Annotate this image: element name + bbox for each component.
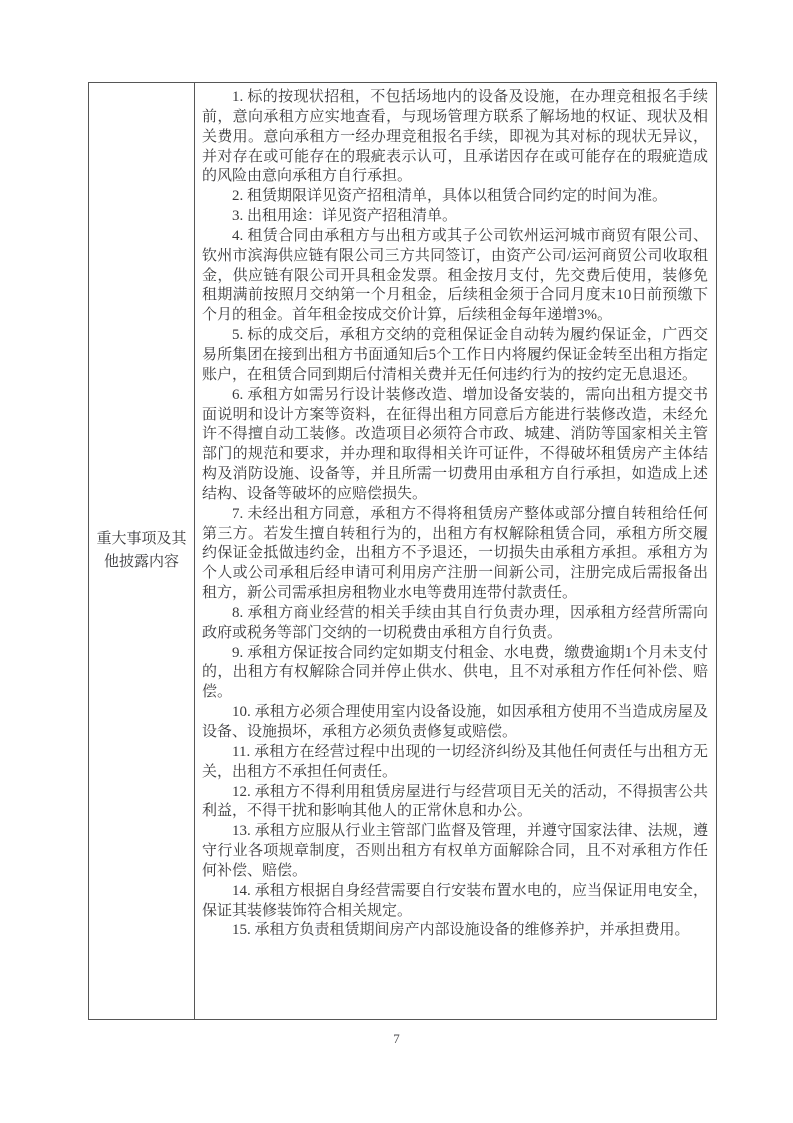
clause-paragraph: 8. 承租方商业经营的相关手续由其自行负责办理，因承租方经营所需向政府或税务等部门交纳的一切税费由承租方自行负责。	[202, 604, 708, 641]
clause-paragraph: 3. 出租用途：详见资产招租清单。	[232, 208, 458, 225]
clause-paragraph: 2. 租赁期限详见资产招租清单，具体以租赁合同约定的时间为准。	[232, 188, 668, 205]
clause-paragraph: 4. 租赁合同由承租方与出租方或其子公司钦州运河城市商贸有限公司、钦州市滨海供应链有限公司三方共同签订，由资产公司/运河商贸公司收取租金，供应链有限公司开具租金发票。租金按月支付，先交费后使用，装修免租期满前按照月交纳第一个月租金，后续租金须于合同月度末10日前预缴下个月的租金。首年租金按成交价计算，后续租金每年递增3%。	[202, 227, 708, 324]
clauses-cell	[195, 83, 716, 1019]
clause-paragraph: 13. 承租方应服从行业主管部门监督及管理，并遵守国家法律、法规，遵守行业各项规章制度，否则出租方有权单方面解除合同，且不对承租方作任何补偿、赔偿。	[202, 823, 708, 879]
clause-paragraph: 11. 承租方在经营过程中出现的一切经济纠纷及其他任何责任与出租方无关，出租方不承担任何责任。	[202, 743, 708, 780]
clause-paragraph: 6. 承租方如需另行设计装修改造、增加设备安装的，需向出租方提交书面说明和设计方案等资料，在征得出租方同意后方能进行装修改造，未经允许不得擅自动工装修。改造项目必须符合市政、城建、消防等国家相关主管部门的规范和要求，并办理和取得相关许可证件，不得破坏租赁房产主体结构及消防设施、设备等，并且所需一切费用由承租方自行承担，如造成上述结构、设备等破坏的应赔偿损失。	[202, 386, 708, 502]
clause-paragraph: 9. 承租方保证按合同约定如期支付租金、水电费，缴费逾期1个月未支付的，出租方有权解除合同并停止供水、供电，且不对承租方作任何补偿、赔偿。	[202, 644, 708, 701]
page-number: 7	[393, 1031, 400, 1046]
clause-paragraph: 15. 承租方负责租赁期间房产内部设施设备的维修养护，并承担费用。	[232, 922, 690, 939]
clause-paragraph: 1. 标的按现状招租，不包括场地内的设备及设施，在办理竞租报名手续前，意向承租方应实地查看，与现场管理方联系了解场地的权证、现状及相关费用。意向承租方一经办理竞租报名手续，即视为其对标的现状无异议，并对存在或可能存在的瑕疵表示认可，且承诺因存在或可能存在的瑕疵造成的风险由意向承租方自行承担。	[202, 89, 708, 185]
section-label: 重大事项及其他披露内容	[96, 531, 187, 570]
clause-paragraph: 5. 标的成交后，承租方交纳的竞租保证金自动转为履约保证金，广西交易所集团在接到出租方书面通知后5个工作日内将履约保证金转至出租方指定账户，在租赁合同到期后付清相关费并无任何违约行为的按约定无息退还。	[202, 327, 708, 383]
section-label-cell	[89, 83, 195, 1019]
clause-paragraph: 12. 承租方不得利用租赁房屋进行与经营项目无关的活动，不得损害公共利益，不得干扰和影响其他人的正常休息和办公。	[202, 783, 708, 820]
clause-paragraph: 10. 承租方必须合理使用室内设备设施，如因承租方使用不当造成房屋及设备、设施损坏，承租方必须负责修复或赔偿。	[202, 704, 708, 740]
clause-paragraph: 7. 未经出租方同意，承租方不得将租赁房产整体或部分擅自转租给任何第三方。若发生擅自转租行为的，出租方有权解除租赁合同，承租方所交履约保证金抵做违约金，出租方不予退还，一切损失由承租方承担。承租方为个人或公司承租后经申请可利用房产注册一间新公司，注册完成后需报备出租方，新公司需承担房租物业水电等费用连带付款责任。	[202, 505, 708, 602]
disclosure-table	[88, 82, 717, 1020]
clause-paragraph: 14. 承租方根据自身经营需要自行安装布置水电的，应当保证用电安全，保证其装修装饰符合相关规定。	[202, 882, 708, 919]
